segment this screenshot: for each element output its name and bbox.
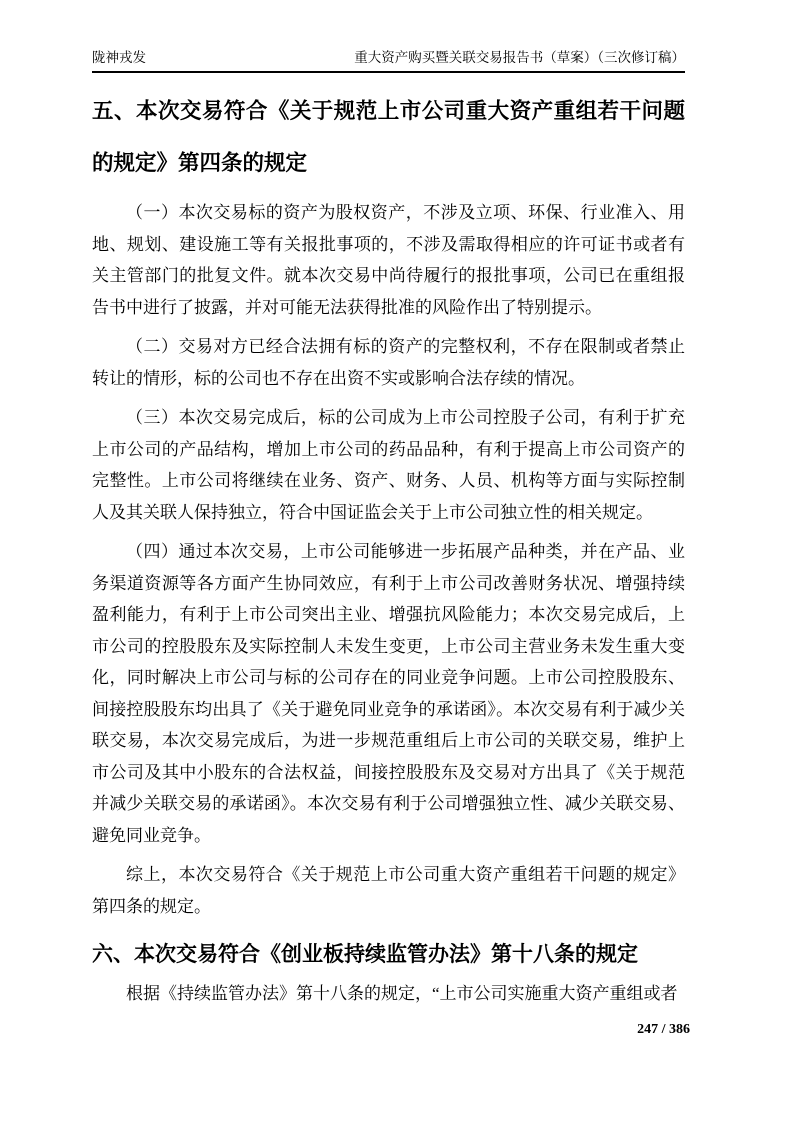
- section6-heading: 六、本次交易符合《创业板持续监管办法》第十八条的规定: [92, 943, 638, 966]
- section5-paragraph-2: （二）交易对方已经合法拥有标的资产的完整权利，不存在限制或者禁止转让的情形，标的公司也不存在出资不实或影响合法存续的情况。: [92, 337, 685, 388]
- section5-paragraph-4: （四）通过本次交易，上市公司能够进一步拓展产品种类，并在产品、业务渠道资源等各方面产生协同效应，有利于上市公司改善财务状况、增强持续盈利能力，有利于上市公司突出主业、增强抗风险能力；本次交易完成后，上市公司的控股股东及实际控制人未发生变更，上市公司主营业务未发生重大变化，同时解决上市公司与标的公司存在的同业竞争问题。上市公司控股股东、间接控股股东均出具了《关于避免同业竞争的承诺函》。本次交易有利于减少关联交易，本次交易完成后，为进一步规范重组后上市公司的关联交易，维护上市公司及其中小股东的合法权益，间接控股股东及交易对方出具了《关于规范并减少关联交易的承诺函》。本次交易有利于公司增强独立性、减少关联交易、避免同业竞争。: [92, 542, 685, 845]
- section5-heading: 五、本次交易符合《关于规范上市公司重大资产重组若干问题的规定》第四条的规定: [92, 99, 685, 175]
- page-number: 247 / 386: [637, 1022, 690, 1037]
- header-report-title: 重大资产购买暨关联交易报告书（草案）（三次修订稿）: [354, 50, 685, 65]
- header-company-name: 陇神戎发: [92, 50, 146, 65]
- section6-paragraph-1: 根据《持续监管办法》第十八条的规定，“上市公司实施重大资产重组或者: [126, 984, 678, 1003]
- page-header: [92, 49, 685, 73]
- section5-paragraph-1: （一）本次交易标的资产为股权资产，不涉及立项、环保、行业准入、用地、规划、建设施工等有关报批事项的，不涉及需取得相应的许可证书或者有关主管部门的批复文件。就本次交易中尚待履行的报批事项，公司已在重组报告书中进行了披露，并对可能无法获得批准的风险作出了特别提示。: [92, 203, 685, 317]
- section5-paragraph-3: （三）本次交易完成后，标的公司成为上市公司控股子公司，有利于扩充上市公司的产品结构，增加上市公司的药品品种，有利于提高上市公司资产的完整性。上市公司将继续在业务、资产、财务、人员、机构等方面与实际控制人及其关联人保持独立，符合中国证监会关于上市公司独立性的相关规定。: [92, 408, 685, 522]
- section5-conclusion-paragraph: 综上，本次交易符合《关于规范上市公司重大资产重组若干问题的规定》第四条的规定。: [92, 865, 685, 916]
